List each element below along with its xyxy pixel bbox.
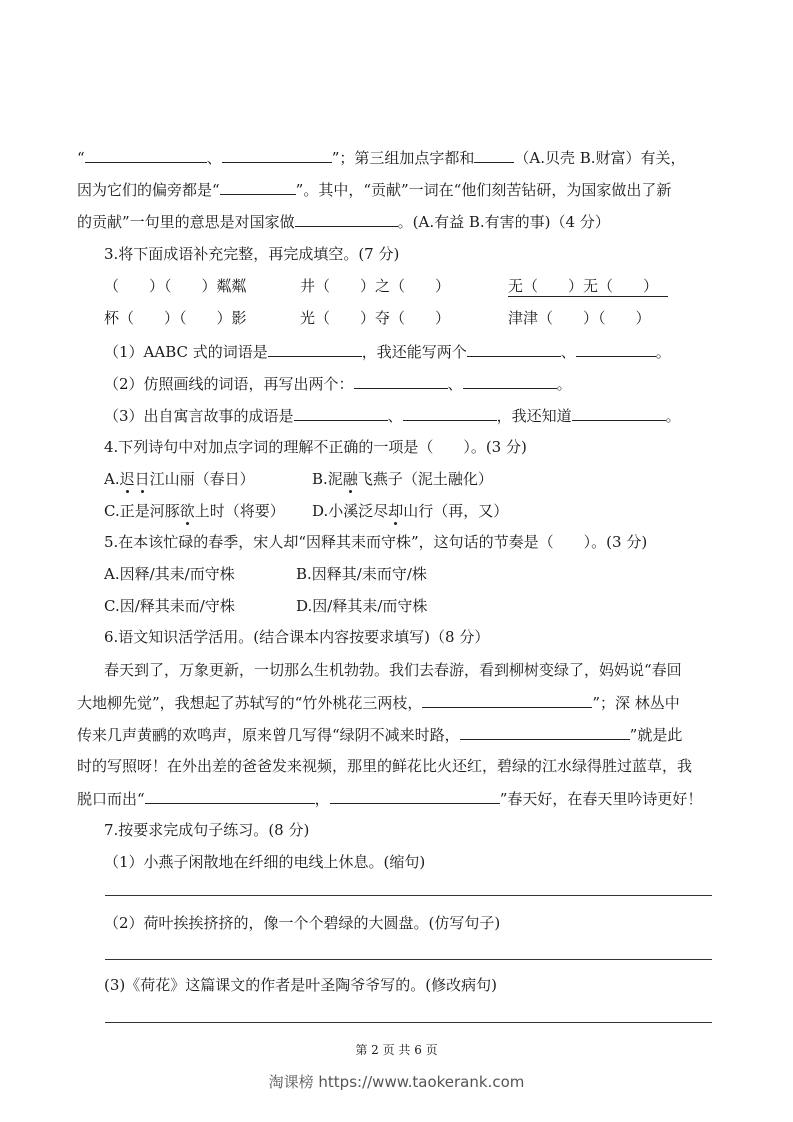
q4-option-d[interactable]: D.小溪泛尽却山行（再，又） bbox=[312, 502, 509, 520]
blank[interactable] bbox=[572, 405, 666, 421]
q3-idiom-4: 杯（ ）（ ）影 bbox=[104, 309, 247, 327]
q5-title: 5.在本该忙碌的春季，宋人却“因释其耒而守株”，这句话的节奏是（ ）。(3 分) bbox=[104, 533, 648, 551]
blank[interactable] bbox=[145, 788, 315, 804]
q7-sub-3: (3)《荷花》这篇课文的作者是叶圣陶爷爷写的。(修改病句) bbox=[104, 976, 497, 994]
q4-option-c[interactable]: C.正是河豚欲上时（将要） bbox=[104, 502, 285, 520]
blank[interactable] bbox=[422, 692, 592, 708]
q6-para-line-1: 春天到了，万象更新，一切那么生机勃勃。我们去春游，看到柳树变绿了，妈妈说“春回 bbox=[104, 661, 682, 679]
q2-line-2: 因为它们的偏旁都是“ ”。其中，“贡献”一词在“他们刻苦钻研，为国家做出了新 bbox=[77, 181, 672, 199]
q7-sub-1: （1）小燕子闲散地在纤细的电线上休息。(缩句) bbox=[104, 853, 426, 871]
answer-line-2[interactable] bbox=[105, 959, 712, 960]
q4-title: 4.下列诗句中对加点字词的理解不正确的一项是（ ）。(3 分) bbox=[104, 438, 527, 456]
q4-option-a[interactable]: A.迟日江山丽（春日） bbox=[104, 470, 255, 488]
blank[interactable] bbox=[220, 179, 296, 195]
q2-line-1: “ 、 ”；第三组加点字都和 （A.贝壳 B.财富）有关， bbox=[77, 149, 686, 167]
blank[interactable] bbox=[403, 405, 497, 421]
q2-line-3: 的贡献”一句里的意思是对国家做 。(A.有益 B.有害的事)（4 分） bbox=[77, 213, 610, 231]
answer-line-3[interactable] bbox=[105, 1022, 712, 1023]
q5-option-d[interactable]: D.因/释其耒/而守株 bbox=[296, 597, 428, 615]
q3-sub-1: （1）AABC 式的词语是 ，我还能写两个 、 。 bbox=[104, 343, 671, 361]
q3-sub-2: （2）仿照画线的词语，再写出两个： 、 。 bbox=[104, 375, 572, 393]
blank[interactable] bbox=[294, 405, 388, 421]
q6-para-line-2: 大地柳先觉”，我想起了苏轼写的“竹外桃花三两枝， ”；深 林丛中 bbox=[77, 694, 680, 712]
blank[interactable] bbox=[268, 341, 362, 357]
blank[interactable] bbox=[467, 341, 561, 357]
q3-idiom-5: 光（ ）夺（ ） bbox=[300, 309, 451, 327]
q6-para-line-4: 时的写照呀！在外出差的爸爸发来视频，那里的鲜花比火还红，碧绿的江水绿得胜过蓝草，我 bbox=[77, 757, 693, 775]
q3-idiom-3-underlined: 无（ ）无（ ） bbox=[508, 276, 668, 297]
blank[interactable] bbox=[463, 373, 557, 389]
q7-sub-2: （2）荷叶挨挨挤挤的，像一个个碧绿的大圆盘。(仿写句子) bbox=[104, 914, 501, 932]
q3-idiom-6: 津津（ ）（ ） bbox=[508, 309, 651, 327]
blank[interactable] bbox=[330, 788, 500, 804]
q5-option-b[interactable]: B.因释其/耒而守/株 bbox=[296, 565, 427, 583]
q3-idiom-2: 井（ ）之（ ） bbox=[300, 277, 451, 295]
blank[interactable] bbox=[295, 211, 398, 227]
blank[interactable] bbox=[222, 147, 332, 163]
page-number: 第 2 页 共 6 页 bbox=[355, 1043, 438, 1057]
watermark: 淘课榜 https://www.taokerank.com bbox=[268, 1073, 525, 1091]
blank[interactable] bbox=[576, 341, 656, 357]
q5-option-a[interactable]: A.因释/其耒/而守株 bbox=[104, 565, 235, 583]
q6-para-line-5: 脱口而出“ ， ”春天好，在春天里吟诗更好！ bbox=[77, 790, 703, 808]
blank[interactable] bbox=[474, 147, 514, 163]
blank[interactable] bbox=[354, 373, 448, 389]
q5-option-c[interactable]: C.因/释其耒而/守株 bbox=[104, 597, 235, 615]
q3-title: 3.将下面成语补充完整，再完成填空。(7 分) bbox=[104, 245, 400, 263]
q6-title: 6.语文知识活学活用。(结合课本内容按要求填写)（8 分） bbox=[104, 628, 490, 646]
q6-para-line-3: 传来几声黄鹂的欢鸣声，原来曾几写得“绿阴不减来时路， ”就是此 bbox=[77, 726, 683, 744]
q3-idiom-1: （ ）（ ）粼粼 bbox=[104, 277, 247, 295]
answer-line-1[interactable] bbox=[105, 895, 712, 896]
blank[interactable] bbox=[85, 147, 207, 163]
q3-sub-3: （3）出自寓言故事的成语是 、 ，我还知道 。 bbox=[104, 407, 681, 425]
q4-option-b[interactable]: B.泥融飞燕子（泥土融化） bbox=[312, 470, 493, 488]
blank[interactable] bbox=[460, 724, 630, 740]
q7-title: 7.按要求完成句子练习。(8 分) bbox=[104, 821, 310, 839]
